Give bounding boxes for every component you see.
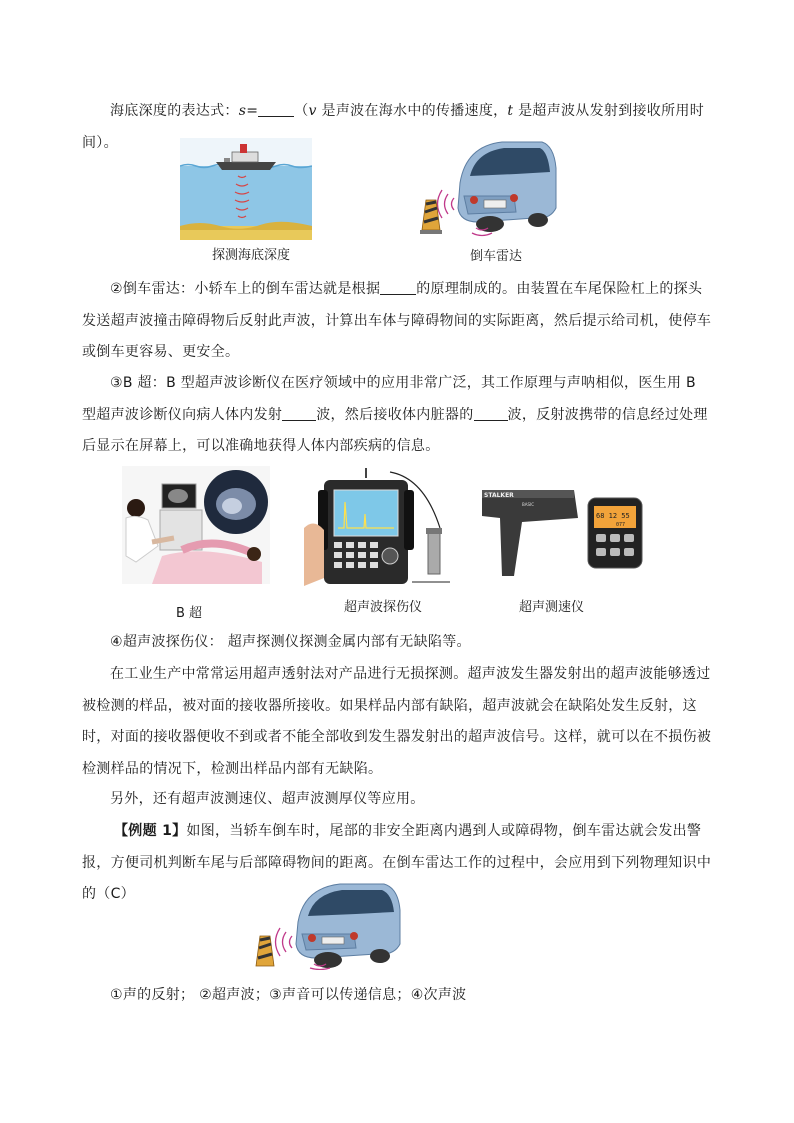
answer-blank[interactable] [474, 406, 508, 421]
flaw-detector-illustration [304, 468, 450, 586]
other-applications-paragraph: 另外，还有超声波测速仪、超声波测厚仪等应用。 [110, 791, 425, 807]
b-ultrasound-illustration [122, 466, 270, 584]
speed-meter-illustration [478, 488, 644, 582]
caption-b-ultrasound: B 超 [176, 606, 203, 621]
answer-blank[interactable] [380, 280, 416, 295]
caption-flaw-detector: 超声波探伤仪 [344, 600, 423, 615]
flaw-detector-heading: ④超声波探伤仪： 超声探测仪探测金属内部有无缺陷等。 [110, 634, 471, 650]
caption-sea-depth: 探测海底深度 [212, 248, 291, 263]
answer-blank[interactable] [282, 406, 316, 421]
device-readout: 68 12 55 [596, 512, 630, 520]
device-brand: STALKER [484, 492, 514, 499]
example-1-paragraph: 【例题 1】如图，当轿车倒车时，尾部的非安全距离内遇到人或障碍物，倒车雷达就会发出警报，方便司机判断车尾与后部障碍物间的距离。在倒车雷达工作的过程中，会应用到下列物理知识中的（C） [82, 823, 712, 902]
reversing-radar-illustration [418, 138, 558, 238]
reversing-radar-paragraph: ②倒车雷达：小轿车上的倒车雷达就是根据 的原理制成的。由装置在车尾保险杠上的探头发送超声波撞击障碍物后反射此声波，计算出车体与障碍物间的实际距离，然后提示给司机，使停车或倒车更容易、更安全。 [82, 281, 712, 360]
caption-reversing-radar: 倒车雷达 [470, 249, 523, 264]
answer-blank[interactable] [258, 102, 294, 117]
depth-formula-paragraph: 海底深度的表达式：s= （v 是声波在海水中的传播速度，t 是超声波从发射到接收所用时间）。 [82, 103, 705, 151]
example-radar-illustration [250, 882, 402, 970]
caption-speed-meter: 超声测速仪 [519, 600, 585, 615]
example-options: ①声的反射； ②超声波；③声音可以传递信息；④次声波 [110, 987, 467, 1003]
industrial-inspection-paragraph: 在工业生产中常常运用超声透射法对产品进行无损探测。超声波发生器发射出的超声波能够透过被检测的样品，被对面的接收器所接收。如果样品内部有缺陷，超声波就会在缺陷处发生反射，这时，对面的接收器便收不到或者不能全部收到发生器发射出的超声波信号。这样，就可以在不损伤被检测样品的情况下，检测出样品内部有无缺陷。 [82, 666, 712, 777]
sea-depth-illustration [180, 138, 312, 240]
device-sub-readout: 077 [616, 522, 626, 528]
b-ultrasound-paragraph: ③B 超：B 型超声波诊断仪在医疗领域中的应用非常广泛，其工作原理与声呐相似，医生用 B 型超声波诊断仪向病人体内发射 波，然后接收体内脏器的 波，反射波携带的信息经过处理后显示在屏幕上，可以准确地获得人体内部疾病的信息。 [82, 375, 708, 454]
device-model: BASIC [522, 502, 534, 507]
